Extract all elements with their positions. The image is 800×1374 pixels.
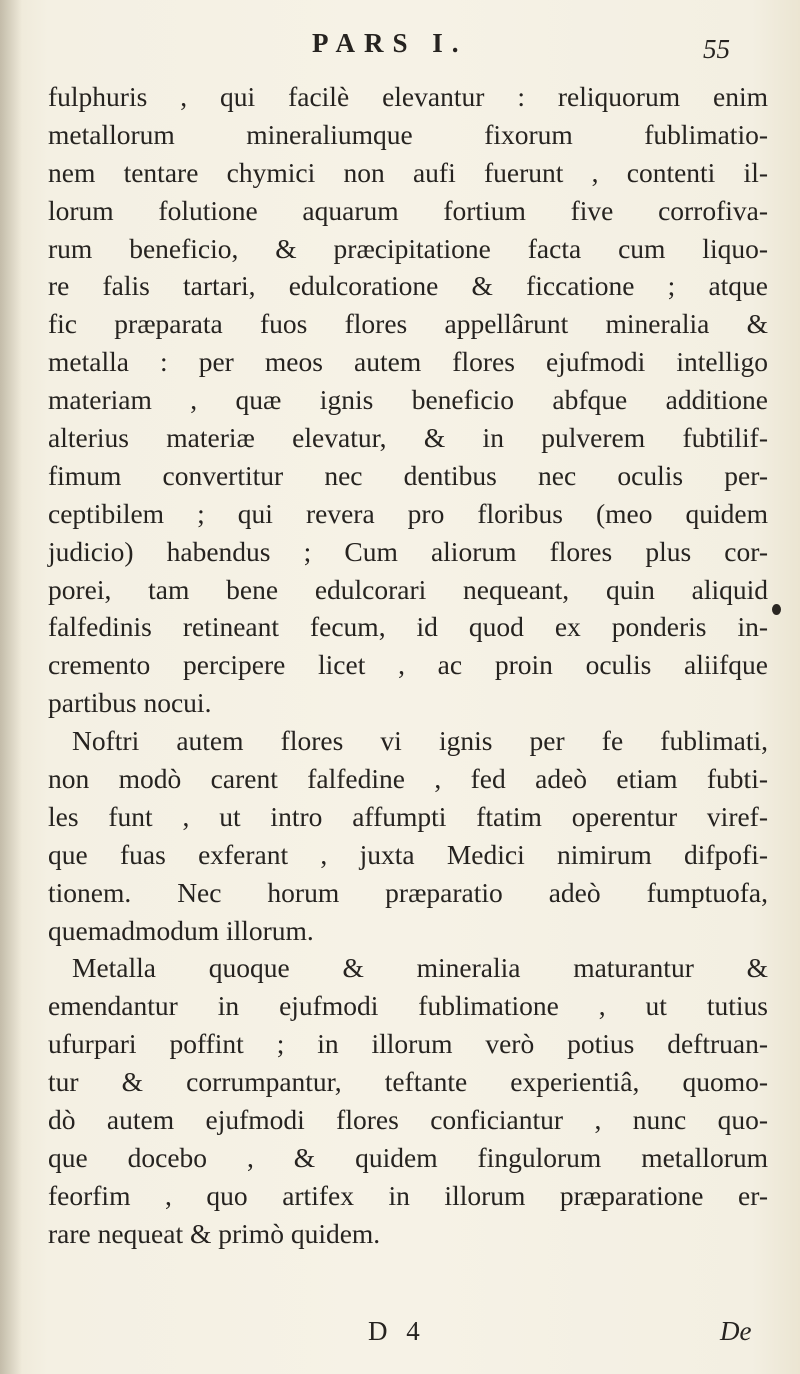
text-line: falfedinis retineant fecum, id quod ex ponderis in- [48, 611, 768, 643]
text-line: lorum folutione aquarum fortium five corrofiva- [48, 194, 768, 226]
text-line: fimum convertitur nec dentibus nec oculis per- [48, 459, 768, 491]
text-line: emendantur in ejufmodi fublimatione , ut tutius [48, 990, 768, 1022]
text-line: rum beneficio, & præcipitatione facta cum liquo- [48, 232, 768, 264]
paragraph-start-line: Noftri autem flores vi ignis per fe fublimati, [72, 725, 768, 757]
text-line: cremento percipere licet , ac proin oculis aliifque [48, 649, 768, 681]
text-line: que docebo , & quidem fingulorum metallorum [48, 1141, 768, 1173]
text-line: tionem. Nec horum præparatio adeò fumptuofa, [48, 876, 768, 908]
text-line: fulphuris , qui facilè elevantur : reliquorum enim [48, 81, 768, 112]
catchword: De [720, 1316, 752, 1346]
text-line: les funt , ut intro affumpti ftatim operentur viref- [48, 800, 768, 832]
page-footer [0, 1316, 800, 1360]
text-line: dò autem ejufmodi flores conficiantur , nunc quo- [48, 1104, 768, 1136]
gutter-shadow [0, 0, 22, 1374]
paragraph-end-line: partibus nocui. [48, 687, 212, 719]
text-line: metallorum mineraliumque fixorum fublimatio- [48, 118, 768, 150]
paragraph-start-line: Metalla quoque & mineralia maturantur & [72, 952, 768, 984]
text-line: non modò carent falfedine , fed adeò etiam fubti- [48, 763, 768, 795]
signature-mark: D 4 [368, 1316, 426, 1346]
paragraph-end-line: rare nequeat & primò quidem. [48, 1217, 381, 1249]
text-line: fic præparata fuos flores appellârunt mineralia & [48, 308, 768, 340]
text-line: que fuas exferant , juxta Medici nimirum difpofi- [48, 838, 768, 870]
text-line: tur & corrumpantur, teftante experientiâ, quomo- [48, 1066, 768, 1098]
text-line: re falis tartari, edulcoratione & ficcatione ; atque [48, 270, 768, 302]
page-header [0, 28, 800, 78]
paragraph-end-line: quemadmodum illorum. [48, 914, 314, 946]
text-line: ceptibilem ; qui revera pro floribus (meo quidem [48, 497, 768, 529]
text-line: alterius materiæ elevatur, & in pulverem fubtilif- [48, 422, 768, 454]
text-line: materiam , quæ ignis beneficio abfque additione [48, 384, 768, 416]
ink-spot [772, 604, 781, 615]
text-line: ufurpari poffint ; in illorum verò potius deftruan- [48, 1028, 768, 1060]
text-line: judicio) habendus ; Cum aliorum flores plus cor- [48, 535, 768, 567]
text-line: porei, tam bene edulcorari nequeant, quin aliquid [48, 573, 768, 605]
text-line: metalla : per meos autem flores ejufmodi intelligo [48, 346, 768, 378]
text-line: feorfim , quo artifex in illorum præparatione er- [48, 1179, 768, 1211]
text-line: nem tentare chymici non aufi fuerunt , contenti il- [48, 156, 768, 188]
body-text [48, 78, 768, 1253]
running-head: PARS I. [312, 28, 468, 58]
page-number: 55 [703, 34, 730, 64]
